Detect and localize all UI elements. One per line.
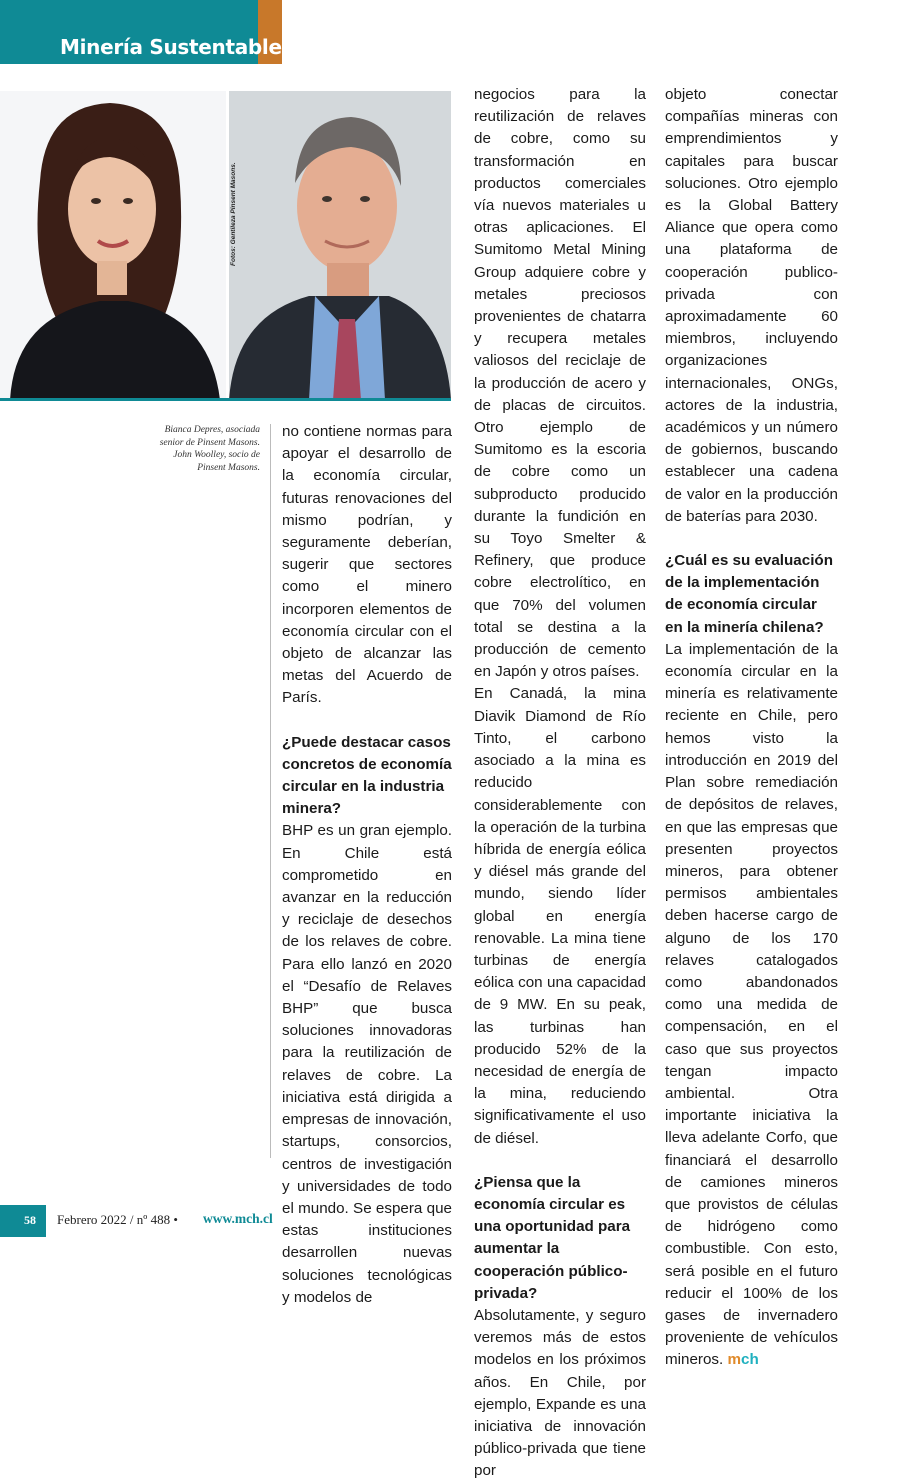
photo-bianca-depres bbox=[0, 91, 226, 400]
website-link[interactable]: www.mch.cl bbox=[203, 1211, 273, 1226]
paragraph: En Canadá, la mina Diavik Diamond de Río Tinto, el carbono asociado a la mina es reducido considerablemente con la operación de la turbina híbrida de energía eólica y diésel más grande del mundo, siendo líder global en energía renovable. La mina tiene turbinas de energía eólica con una capacidad de 9 MW. En su peak, las turbinas han producido 52% de la necesidad de energía de la mina, reduciendo significativamente el uso de diésel. bbox=[474, 685, 646, 1147]
article-column-1 bbox=[282, 421, 452, 1309]
article-column-2 bbox=[474, 84, 646, 1483]
interview-question: ¿Puede destacar casos concretos de economía circular en la industria minera? bbox=[282, 733, 452, 818]
paragraph: negocios para la reutilización de relaves de cobre, como su transformación en productos comerciales vía nuevos materiales u otras aplicaciones. El Sumitomo Metal Mining Group adquiere cobre y metales preciosos provenientes de chatarra y recupera metales valiosos del reciclaje de la producción de acero y de placas de circuitos. Otro ejemplo de Sumitomo es la escoria de cobre como un subproducto producido durante la fundición en su Toyo Smelter & Refinery, que produce cobre electrolítico, en que 70% del volumen total se destina a la producción de cemento en Japón y otros países. bbox=[474, 86, 646, 681]
photo-underline-rule bbox=[0, 398, 451, 401]
paragraph: objeto conectar compañías mineras con emprendimientos y capitales para buscar soluciones. Otro ejemplo es la Global Battery Aliance que opera como una plataforma de cooperación publico-privada con aproximadamente 60 miembros, incluyendo organizaciones internacionales, ONGs, actores de la industria, académicos y un número de gobiernos, buscando establecer una cadena de valor en la producción de baterías para 2030. bbox=[665, 86, 838, 525]
paragraph: Absolutamente, y seguro veremos más de estos modelos en los próximos años. En Chile, por ejemplo, Expande es una iniciativa de innovación público-privada que tiene por bbox=[474, 1306, 646, 1480]
column-divider bbox=[270, 424, 271, 1158]
paragraph: BHP es un gran ejemplo. En Chile está comprometido en avanzar en la reducción y reciclaje de desechos de los relaves de cobre. Para ello lanzó en 2020 el “Desafío de Relaves BHP” que busca soluciones innovadoras para la reutilización de relaves de cobre. La iniciativa está dirigida a empresas de innovación, startups, consorcios, centros de investigación y universidades de todo el mundo. Se espera que estas instituciones desarrollen nuevas soluciones tecnológicas y modelos de bbox=[282, 822, 452, 1306]
footer-page-bar bbox=[0, 1205, 46, 1237]
issue-info: Febrero 2022 / nº 488 • bbox=[57, 1212, 178, 1227]
mch-logo-end-mark bbox=[727, 1351, 758, 1368]
section-title: Minería Sustentable bbox=[60, 35, 282, 59]
interview-question: ¿Cuál es su evaluación de la implementación de economía circular en la minería chilena? bbox=[665, 552, 833, 636]
caption-line: John Woolley, socio de bbox=[173, 450, 260, 460]
paragraph-final bbox=[665, 639, 838, 1372]
logo-ch: ch bbox=[741, 1351, 759, 1369]
interview-question: ¿Piensa que la economía circular es una oportunidad para aumentar la cooperación público-privada? bbox=[474, 1173, 631, 1302]
caption-line: senior de Pinsent Masons. bbox=[159, 437, 260, 448]
logo-m: m bbox=[727, 1351, 741, 1369]
photo-caption bbox=[150, 424, 260, 474]
paragraph: no contiene normas para apoyar el desarrollo de la economía circular, futuras renovaciones del mismo podrían, y seguramente deberían, sugerir que sectores como el minero incorporen elementos de economía circular con el objeto de alcanzar las metas del Acuerdo de París. bbox=[282, 423, 452, 707]
caption-line: Pinsent Masons. bbox=[197, 462, 260, 473]
article-column-3 bbox=[665, 84, 838, 1372]
photo-credit: Fotos: Gentileza Pinsent Masons. bbox=[230, 162, 237, 266]
caption-line: Bianca Depres, asociada bbox=[164, 425, 260, 435]
page-number: 58 bbox=[24, 1213, 36, 1227]
paragraph-text: La implementación de la economía circular en la minería es relativamente reciente en Chile, pero hemos visto la introducción en 2019 del Plan sobre remediación de depósitos de relaves, en que las empresas que presenten proyectos mineros, para obtener permisos ambientales deben hacerse cargo de alguno de los 170 relaves catalogados como abandonados como una medida de compensación, en el caso que sus proyectos tengan impacto ambiental. Otra importante iniciativa la lleva adelante Corfo, que financiará el desarrollo de camiones mineros que provistos de células de hidrógeno como combustible. Con esto, será posible en el futuro reducir el 100% de los gases de invernadero proveniente de vehículos mineros. bbox=[665, 640, 838, 1369]
photo-john-woolley bbox=[229, 91, 451, 400]
